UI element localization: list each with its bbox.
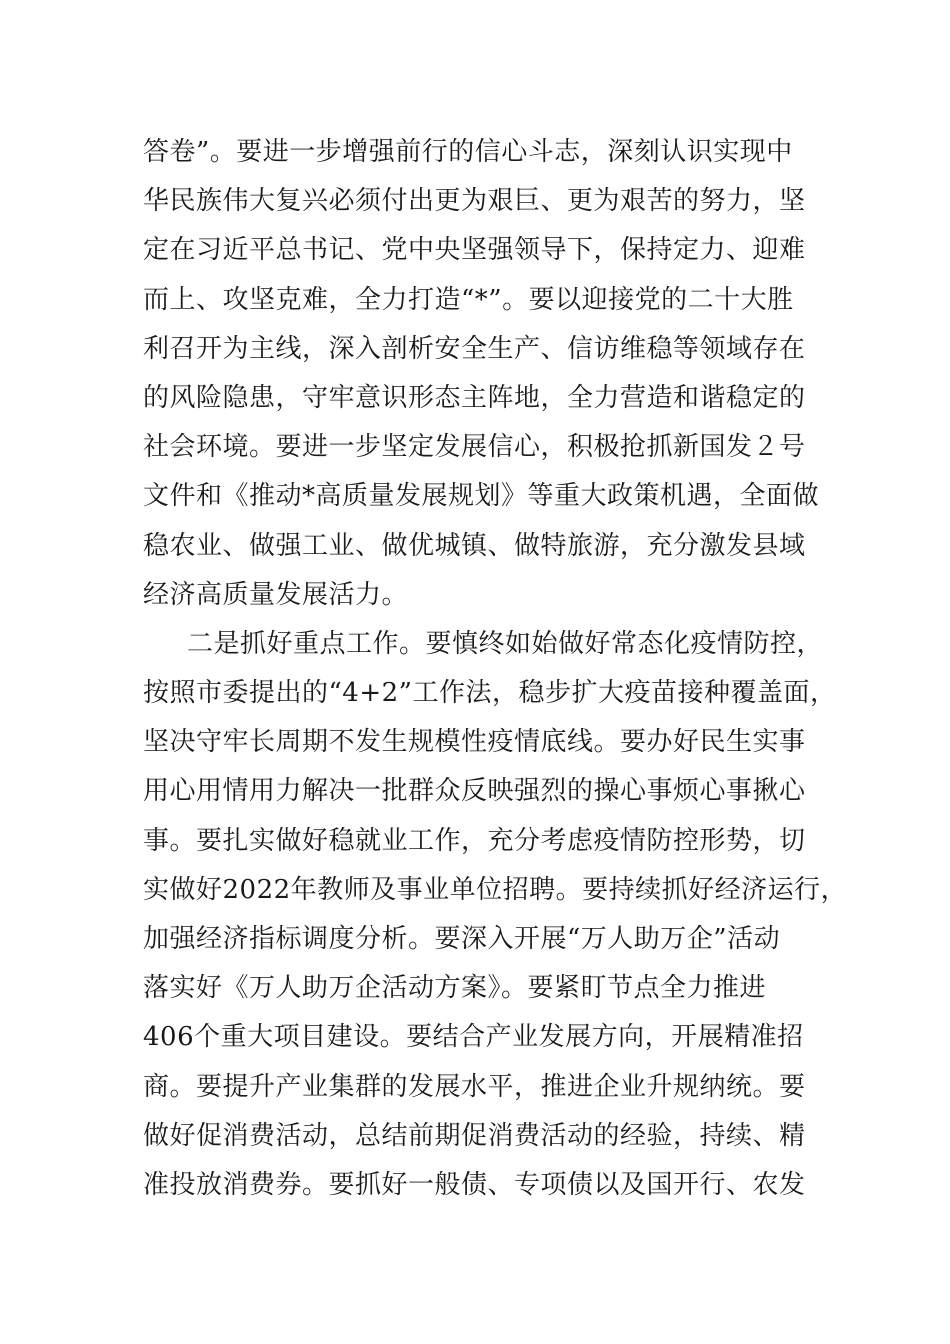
text-line-15: 事。要扎实做好稳就业工作，充分考虑疫情防控形势，切 [143, 825, 806, 856]
text-line-14: 用心用情用力解决一批群众反映强烈的操心事烦心事揪心 [143, 776, 806, 807]
text-line-3: 定在习近平总书记、党中央坚强领导下，保持定力、迎难 [143, 235, 806, 266]
text-line-4: 而上、攻坚克难，全力打造“*”。要以迎接党的二十大胜 [143, 284, 794, 315]
text-line-8: 文件和《推动*高质量发展规划》等重大政策机遇，全面做 [143, 481, 820, 512]
text-line-10: 经济高质量发展活力。 [143, 579, 409, 610]
text-line-9: 稳农业、做强工业、做优城镇、做特旅游，充分激发县域 [143, 530, 806, 561]
text-line-16: 实做好2022年教师及事业单位招聘。要持续抓好经济运行， [143, 874, 848, 905]
text-line-17: 加强经济指标调度分析。要深入开展“万人助万企”活动 [143, 924, 781, 954]
text-line-13: 坚决守牢长周期不发生规模性疫情底线。要办好民生实事 [143, 727, 806, 758]
text-line-6: 的风险隐患，守牢意识形态主阵地，全力营造和谐稳定的 [143, 382, 806, 413]
text-line-21: 做好促消费活动，总结前期促消费活动的经验，持续、精 [143, 1120, 806, 1151]
text-line-19: 406个重大项目建设。要结合产业发展方向，开展精准招 [143, 1022, 804, 1053]
paragraph-heading-line: 二是抓好重点工作。要慎终如始做好常态化疫情防控， [187, 628, 824, 659]
text-line-1: 答卷”。要进一步增强前行的信心斗志，深刻认识实现中 [143, 137, 793, 167]
text-line-22: 准投放消费券。要抓好一般债、专项债以及国开行、农发 [143, 1169, 806, 1200]
text-line-2: 华民族伟大复兴必须付出更为艰巨、更为艰苦的努力，坚 [143, 186, 806, 217]
body-text [143, 128, 848, 1210]
text-line-5: 利召开为主线，深入剖析安全生产、信访维稳等领域存在 [143, 333, 806, 364]
text-line-7: 社会环境。要进一步坚定发展信心，积极抢抓新国发２号 [143, 432, 806, 463]
text-line-12: 按照市委提出的“4+2”工作法，稳步扩大疫苗接种覆盖面， [143, 678, 837, 709]
text-line-20: 商。要提升产业集群的发展水平，推进企业升规纳统。要 [143, 1071, 806, 1102]
text-line-18: 落实好《万人助万企活动方案》。要紧盯节点全力推进 [143, 973, 767, 1004]
